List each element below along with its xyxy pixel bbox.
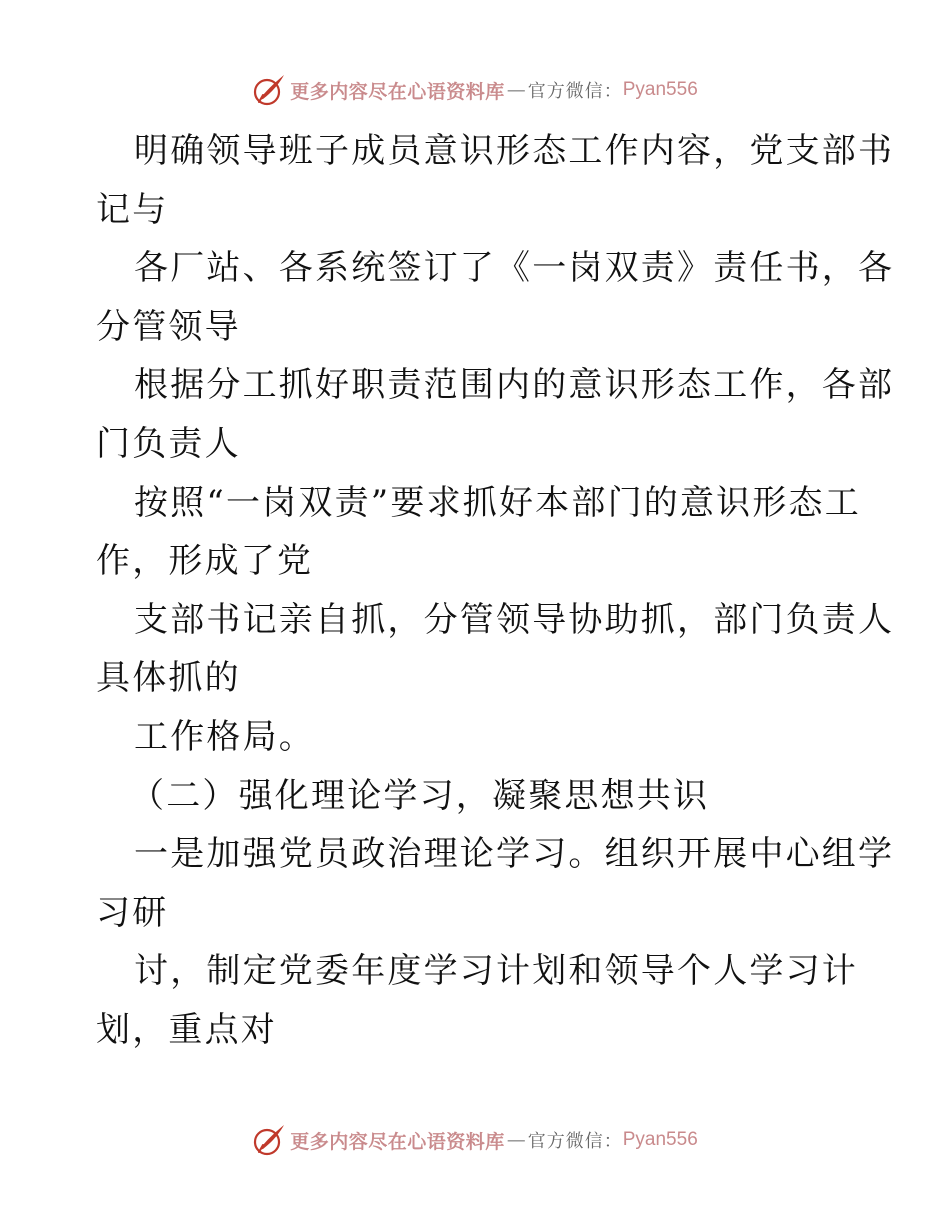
body-line: 支部书记亲自抓，分管领导协助抓，部门负责人 <box>134 599 895 640</box>
watermark-text: 更多内容尽在心语资料库 <box>290 80 505 103</box>
header-watermark <box>0 70 950 110</box>
body-line: 作，形成了党 <box>96 541 314 582</box>
watermark-label: 官方微信： <box>527 1131 623 1152</box>
section-heading: （二）强化理论学习，凝聚思想共识 <box>130 775 710 816</box>
body-line: 划，重点对 <box>96 1009 277 1050</box>
body-line: 记与 <box>96 189 169 230</box>
watermark-id: Pyan556 <box>622 79 698 100</box>
body-line: 分管领导 <box>96 306 241 347</box>
body-line: 工作格局。 <box>134 716 315 757</box>
body-line: 根据分工抓好职责范围内的意识形态工作，各部 <box>134 365 895 406</box>
footer-watermark <box>0 1120 950 1160</box>
watermark-separator: — <box>506 79 526 101</box>
watermark-id: Pyan556 <box>622 1129 698 1150</box>
body-line: 习研 <box>96 892 169 933</box>
watermark-label: 官方微信： <box>527 81 623 102</box>
document-body <box>96 122 895 1060</box>
body-line: 门负责人 <box>96 423 241 464</box>
quill-pen-circle-icon <box>252 73 286 107</box>
body-line: 明确领导班子成员意识形态工作内容，党支部书 <box>134 131 895 171</box>
body-line: 各厂站、各系统签订了《一岗双责》责任书，各 <box>134 248 895 289</box>
body-line: 讨，制定党委年度学习计划和领导个人学习计 <box>134 951 858 992</box>
body-line: 具体抓的 <box>96 658 241 699</box>
watermark-separator: — <box>506 1129 526 1151</box>
body-line: 一是加强党员政治理论学习。组织开展中心组学 <box>134 834 895 875</box>
quill-pen-circle-icon <box>252 1123 286 1157</box>
watermark-text: 更多内容尽在心语资料库 <box>290 1130 505 1153</box>
body-line: 按照“一岗双责”要求抓好本部门的意识形态工 <box>134 482 861 523</box>
